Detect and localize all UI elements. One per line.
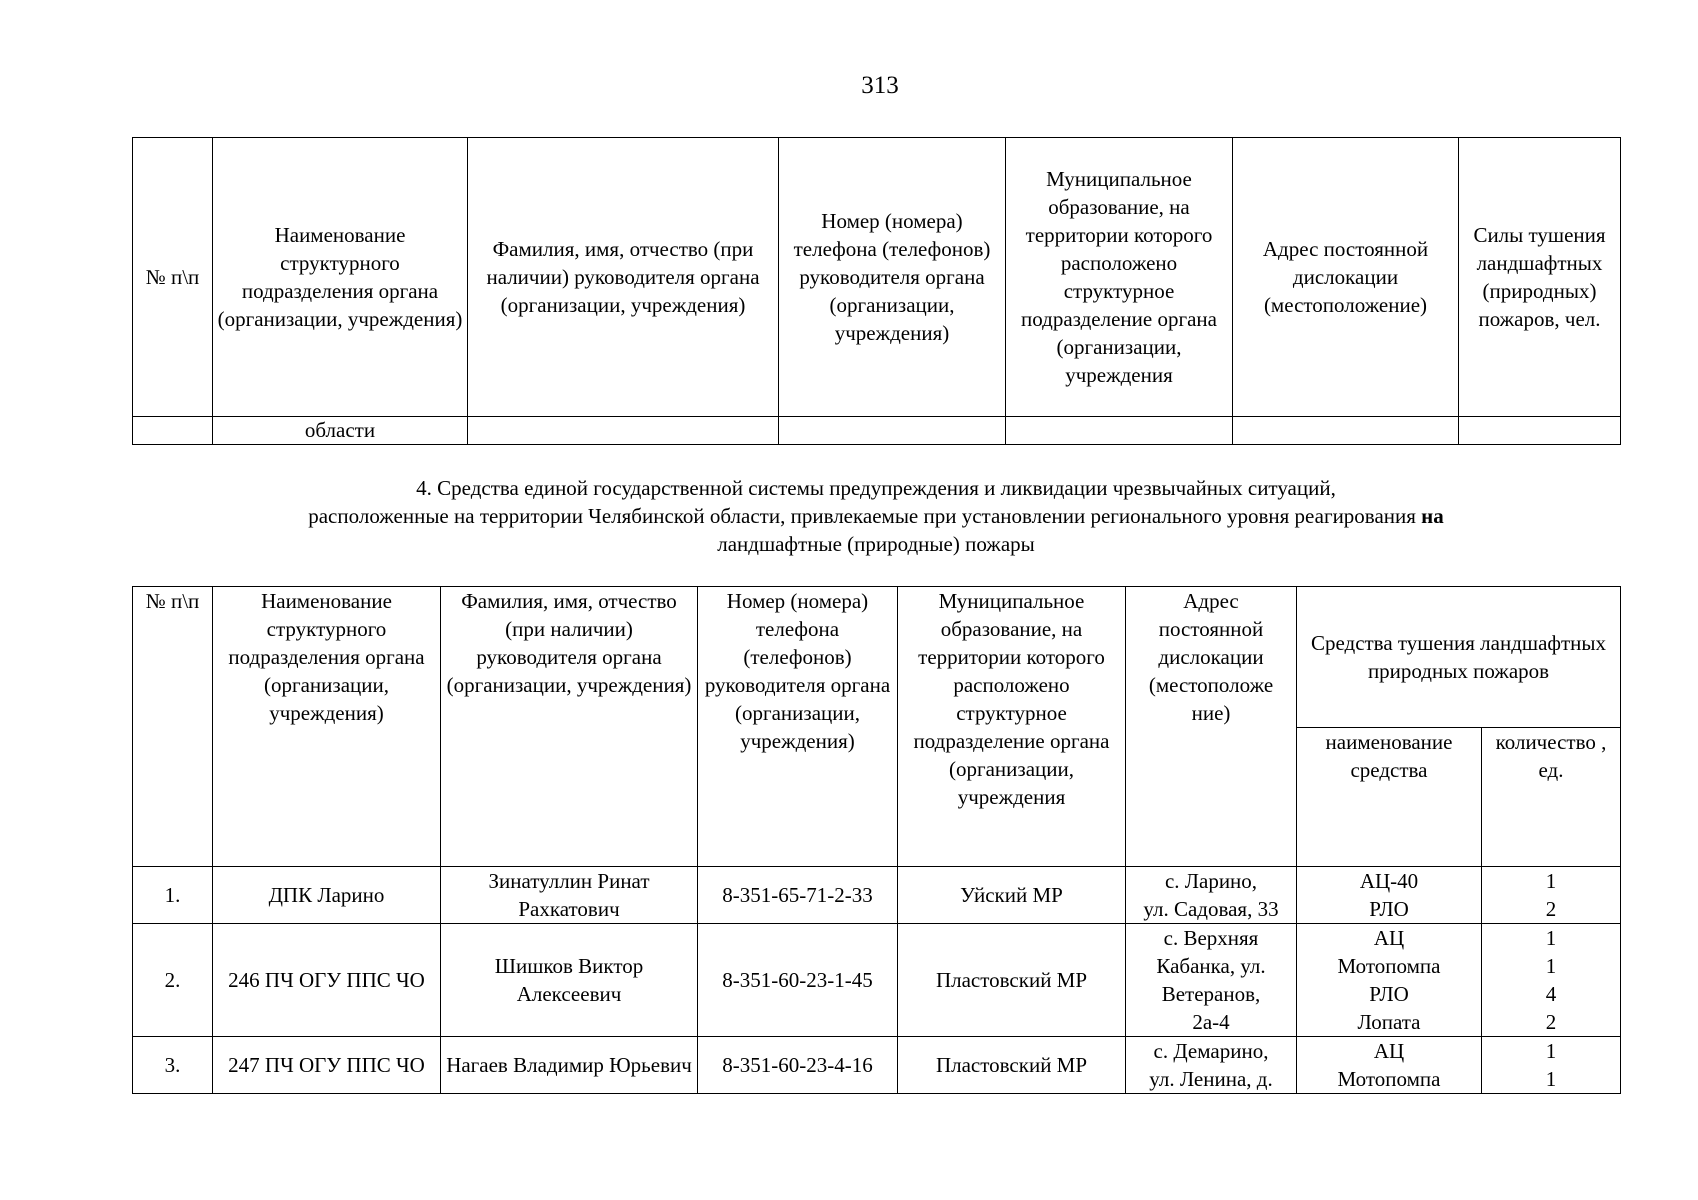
- row-means: АЦ Мотопомпа: [1297, 1037, 1482, 1094]
- page-number: 313: [861, 72, 899, 99]
- section-title-line: 4. Средства единой государственной системы предупреждения и ликвидации чрезвычайных ситуаций,: [416, 476, 1336, 500]
- row-phone: 8-351-65-71-2-33: [698, 867, 898, 924]
- row-phone: 8-351-60-23-4-16: [698, 1037, 898, 1094]
- section-title: [132, 474, 1620, 558]
- header-forces: Силы тушения ландшафтных (природных) пожаров, чел.: [1459, 138, 1621, 417]
- header-means-name: наименование средства: [1297, 728, 1482, 867]
- header-phone: Номер (номера) телефона (телефонов) руководителя органа (организации, учреждения): [779, 138, 1006, 417]
- header-head-name: Фамилия, имя, отчество (при наличии) руководителя органа (организации, учреждения): [441, 587, 698, 867]
- row-head-name: Зинатуллин Ринат Рахкатович: [441, 867, 698, 924]
- section-title-line: расположенные на территории Челябинской области, привлекаемые при установлении регионального уровня реагирования на: [308, 504, 1444, 528]
- cell: [133, 417, 213, 445]
- header-municipality: Муниципальное образование, на территории которого расположено структурное подразделение органа (организации, учреждения: [1006, 138, 1233, 417]
- row-quantity: 1 2: [1482, 867, 1621, 924]
- cell: [1006, 417, 1233, 445]
- row-unit-name: 246 ПЧ ОГУ ППС ЧО: [213, 924, 441, 1037]
- header-means: Средства тушения ландшафтных природных пожаров: [1297, 587, 1621, 728]
- row-address: с. Ларино, ул. Садовая, 33: [1126, 867, 1297, 924]
- row-phone: 8-351-60-23-1-45: [698, 924, 898, 1037]
- row-number: 3.: [133, 1037, 213, 1094]
- row-quantity: 1 1: [1482, 1037, 1621, 1094]
- cell: [1459, 417, 1621, 445]
- cell: [468, 417, 779, 445]
- row-municipality: Уйский МР: [898, 867, 1126, 924]
- row-quantity: 1 1 4 2: [1482, 924, 1621, 1037]
- row-means: АЦ-40 РЛО: [1297, 867, 1482, 924]
- table-header-row: [133, 587, 1621, 728]
- header-municipality: Муниципальное образование, на территории которого расположено структурное подразделение органа (организации, учреждения: [898, 587, 1126, 867]
- header-phone: Номер (номера) телефона (телефонов) руководителя органа (организации, учреждения): [698, 587, 898, 867]
- row-number: 1.: [133, 867, 213, 924]
- row-head-name: Шишков Виктор Алексеевич: [441, 924, 698, 1037]
- table-header-row: [133, 138, 1621, 417]
- cell: области: [213, 417, 468, 445]
- row-address: с. Верхняя Кабанка, ул. Ветеранов, 2а-4: [1126, 924, 1297, 1037]
- header-number: № п\п: [133, 138, 213, 417]
- cell: [1233, 417, 1459, 445]
- table-row: [133, 1037, 1621, 1094]
- row-unit-name: ДПК Ларино: [213, 867, 441, 924]
- header-address: Адрес постоянной дислокации (местоположение): [1233, 138, 1459, 417]
- header-address: Адрес постоянной дислокации (местоположе ние): [1126, 587, 1297, 867]
- header-unit-name: Наименование структурного подразделения органа (организации, учреждения): [213, 587, 441, 867]
- table-row: [133, 867, 1621, 924]
- row-address: с. Демарино, ул. Ленина, д.: [1126, 1037, 1297, 1094]
- header-head-name: Фамилия, имя, отчество (при наличии) руководителя органа (организации, учреждения): [468, 138, 779, 417]
- header-unit-name: Наименование структурного подразделения органа (организации, учреждения): [213, 138, 468, 417]
- header-means-quantity: количество , ед.: [1482, 728, 1621, 867]
- emergency-means-table: [132, 586, 1621, 1094]
- forces-table-continuation: [132, 137, 1621, 445]
- table-row: [133, 924, 1621, 1037]
- row-head-name: Нагаев Владимир Юрьевич: [441, 1037, 698, 1094]
- row-municipality: Пластовский МР: [898, 1037, 1126, 1094]
- row-means: АЦ Мотопомпа РЛО Лопата: [1297, 924, 1482, 1037]
- cell: [779, 417, 1006, 445]
- row-unit-name: 247 ПЧ ОГУ ППС ЧО: [213, 1037, 441, 1094]
- row-number: 2.: [133, 924, 213, 1037]
- header-number: № п\п: [133, 587, 213, 867]
- section-title-line: ландшафтные (природные) пожары: [717, 532, 1035, 556]
- table-row: [133, 417, 1621, 445]
- row-municipality: Пластовский МР: [898, 924, 1126, 1037]
